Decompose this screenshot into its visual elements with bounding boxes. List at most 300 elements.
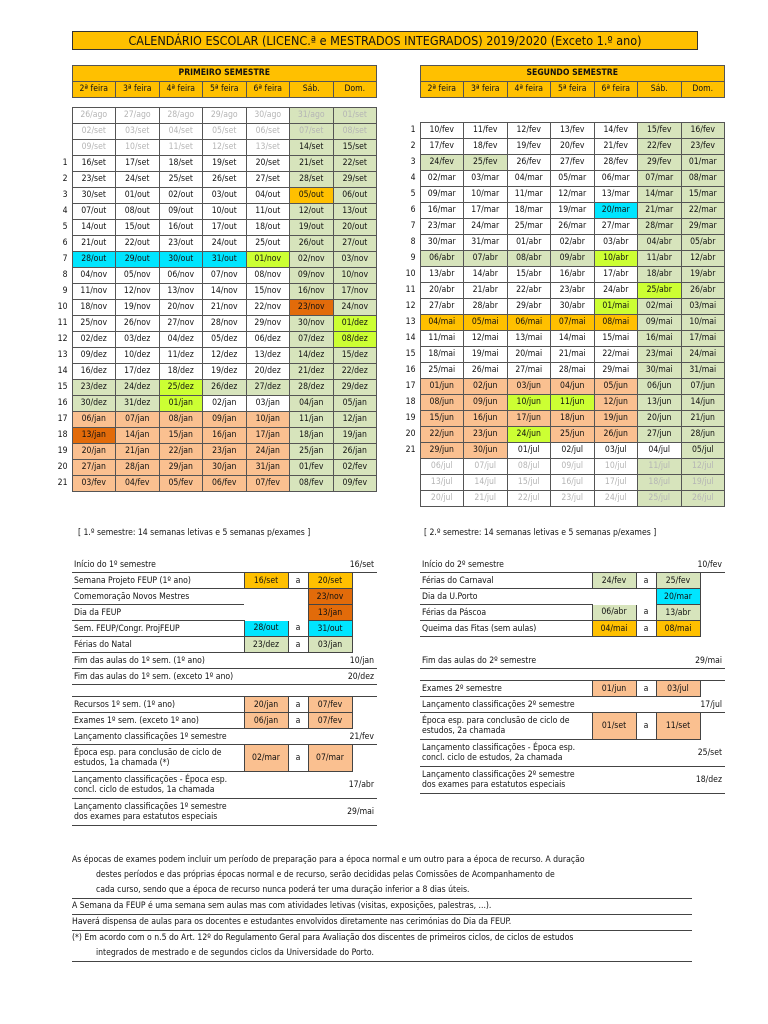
second-semester-note: [ 2.º semestre: 14 semanas letivas e 5 semanas p/exames ] xyxy=(424,528,657,538)
week-number: 7 xyxy=(62,254,68,264)
first-semester-note: [ 1.º semestre: 14 semanas letivas e 5 semanas p/exames ] xyxy=(78,528,311,538)
event-empty xyxy=(636,589,656,605)
calendar-day-cell: 13/fev xyxy=(551,123,595,139)
calendar-week-row xyxy=(55,428,377,444)
event-start-date: 02/mar xyxy=(244,745,288,772)
calendar-day-cell: 19/jul xyxy=(681,475,725,491)
event-row xyxy=(72,713,377,729)
calendar-day-cell xyxy=(507,107,551,123)
calendar-week-row xyxy=(55,188,377,204)
calendar-week-row xyxy=(403,251,725,267)
calendar-day-cell: 31/ago xyxy=(290,108,334,124)
calendar-day-cell: 16/jul xyxy=(551,475,595,491)
calendar-week-row xyxy=(403,363,725,379)
calendar-day-cell: 11/jan xyxy=(290,412,334,428)
event-label: Época esp. para conclusão de ciclo de estudos, 2a chamada xyxy=(420,713,592,740)
week-number xyxy=(55,140,72,156)
calendar-day-cell: 28/fev xyxy=(594,155,638,171)
calendar-day-cell: 29/out xyxy=(116,252,160,268)
event-label: Início do 1º semestre xyxy=(72,557,244,573)
calendar-day-cell: 06/jul xyxy=(420,459,464,475)
calendar-day-cell: 03/abr xyxy=(594,235,638,251)
calendar-day-cell: 01/abr xyxy=(507,235,551,251)
weekday-header-row xyxy=(55,82,377,98)
footer-line: As épocas de exames podem incluir um período de preparação para a época normal e um outro para a época de recurso. A duração xyxy=(72,855,585,865)
calendar-day-cell: 19/mai xyxy=(464,347,508,363)
calendar-day-cell: 11/nov xyxy=(72,284,116,300)
calendar-day-cell: 02/jan xyxy=(203,396,247,412)
calendar-week-row xyxy=(403,155,725,171)
calendar-day-cell: 03/jan xyxy=(246,396,290,412)
week-number xyxy=(403,491,420,507)
calendar-day-cell: 10/nov xyxy=(333,268,377,284)
calendar-day-cell: 13/jun xyxy=(638,395,682,411)
calendar-day-cell: 25/jan xyxy=(290,444,334,460)
event-label: Dia da FEUP xyxy=(72,605,244,621)
calendar-day-cell: 17/out xyxy=(203,220,247,236)
calendar-week-row xyxy=(55,332,377,348)
calendar-day-cell: 28/jan xyxy=(116,460,160,476)
calendar-day-cell: 29/mai xyxy=(594,363,638,379)
calendar-day-cell: 06/abr xyxy=(420,251,464,267)
event-start-date: 01/jun xyxy=(592,681,636,697)
calendar-day-cell: 21/jul xyxy=(464,491,508,507)
week-number: 3 xyxy=(410,157,416,167)
calendar-day-cell: 16/abr xyxy=(551,267,595,283)
event-label: Fim das aulas do 1º sem. (exceto 1º ano) xyxy=(72,669,244,685)
calendar-day-cell: 26/nov xyxy=(116,316,160,332)
calendar-day-cell: 24/nov xyxy=(333,300,377,316)
calendar-day-cell: 24/jan xyxy=(246,444,290,460)
calendar-day-cell: 20/mai xyxy=(507,347,551,363)
week-number: 16 xyxy=(57,398,68,408)
calendar-day-cell: 10/jun xyxy=(507,395,551,411)
calendar-week-row xyxy=(55,396,377,412)
calendar-day-cell: 25/jul xyxy=(638,491,682,507)
calendar-day-cell: 02/dez xyxy=(72,332,116,348)
calendar-day-cell: 06/jan xyxy=(72,412,116,428)
calendar-week-row xyxy=(403,315,725,331)
event-label: Lançamento classificações - Época esp. concl. ciclo de estudos, 2a chamada xyxy=(420,740,592,767)
calendar-day-cell: 11/fev xyxy=(464,123,508,139)
header-gap-row xyxy=(403,98,725,108)
calendar-day-cell: 03/set xyxy=(116,124,160,140)
calendar-day-cell: 20/abr xyxy=(420,283,464,299)
event-label: Fim das aulas do 2º semestre xyxy=(420,653,592,669)
event-end-date: 07/mar xyxy=(308,745,352,772)
calendar-day-cell: 28/mai xyxy=(551,363,595,379)
calendar-day-cell: 12/dez xyxy=(203,348,247,364)
week-number: 7 xyxy=(410,221,416,231)
calendar-week-row xyxy=(55,476,377,492)
calendar-day-cell: 19/nov xyxy=(116,300,160,316)
calendar-day-cell: 31/dez xyxy=(116,396,160,412)
weekday-header: 5ª feira xyxy=(551,82,595,98)
calendar-day-cell: 09/jan xyxy=(203,412,247,428)
week-number: 19 xyxy=(405,413,416,423)
weekday-header: Dom. xyxy=(681,82,725,98)
week-spacer xyxy=(403,82,420,98)
calendar-day-cell: 06/nov xyxy=(159,268,203,284)
event-row xyxy=(72,697,377,713)
event-row xyxy=(420,589,725,605)
calendar-day-cell: 12/out xyxy=(290,204,334,220)
calendar-day-cell: 12/fev xyxy=(507,123,551,139)
calendar-day-cell: 29/dez xyxy=(333,380,377,396)
event-end-date: 31/out xyxy=(308,621,352,637)
calendar-day-cell: 11/abr xyxy=(638,251,682,267)
calendar-day-cell: 25/mar xyxy=(507,219,551,235)
event-date: 21/fev xyxy=(244,729,377,745)
event-range-separator: a xyxy=(636,681,656,697)
event-range-separator: a xyxy=(288,745,308,772)
calendar-day-cell: 26/dez xyxy=(203,380,247,396)
calendar-day-cell: 17/mar xyxy=(464,203,508,219)
event-blank-row xyxy=(420,637,725,654)
calendar-day-cell: 03/dez xyxy=(116,332,160,348)
event-empty xyxy=(700,605,725,621)
calendar-day-cell: 04/set xyxy=(159,124,203,140)
event-row xyxy=(72,669,377,685)
calendar-day-cell xyxy=(420,107,464,123)
calendar-day-cell: 11/set xyxy=(159,140,203,156)
week-number: 13 xyxy=(405,317,416,327)
calendar-day-cell: 13/jan xyxy=(72,428,116,444)
calendar-day-cell: 01/fev xyxy=(290,460,334,476)
calendar-day-cell: 14/mai xyxy=(551,331,595,347)
calendar-day-cell: 09/out xyxy=(159,204,203,220)
calendar-day-cell: 04/out xyxy=(246,188,290,204)
calendar-day-cell: 19/mar xyxy=(551,203,595,219)
calendar-week-row xyxy=(403,123,725,139)
calendar-day-cell: 13/mar xyxy=(594,187,638,203)
calendar-day-cell: 05/dez xyxy=(203,332,247,348)
event-label: Época esp. para conclusão de ciclo de estudos, 1a chamada (*) xyxy=(72,745,244,772)
event-end-date: 25/fev xyxy=(656,573,700,589)
calendar-day-cell: 24/fev xyxy=(420,155,464,171)
calendar-day-cell: 11/jul xyxy=(638,459,682,475)
calendar-day-cell: 16/jan xyxy=(203,428,247,444)
event-range-separator: a xyxy=(636,573,656,589)
week-number: 9 xyxy=(62,286,68,296)
footer-notes xyxy=(72,853,692,962)
calendar-day-cell: 24/out xyxy=(203,236,247,252)
event-row xyxy=(420,681,725,697)
calendar-day-cell: 04/abr xyxy=(638,235,682,251)
footer-paragraph xyxy=(72,931,692,962)
footer-line: A Semana da FEUP é uma semana sem aulas mas com atividades letivas (visitas, exposições, palestras, ...). xyxy=(72,901,492,911)
calendar-day-cell: 23/abr xyxy=(551,283,595,299)
event-row xyxy=(72,557,377,573)
event-label: Exames 2º semestre xyxy=(420,681,592,697)
calendar-day-cell: 22/mai xyxy=(594,347,638,363)
calendar-day-cell: 07/jan xyxy=(116,412,160,428)
event-end-date: 03/jul xyxy=(656,681,700,697)
event-label: Dia da U.Porto xyxy=(420,589,592,605)
calendar-day-cell: 19/fev xyxy=(507,139,551,155)
calendar-day-cell: 09/mai xyxy=(638,315,682,331)
calendar-week-row xyxy=(403,427,725,443)
calendar-day-cell: 14/fev xyxy=(594,123,638,139)
calendar-day-cell: 05/fev xyxy=(159,476,203,492)
calendar-day-cell: 26/fev xyxy=(507,155,551,171)
calendar-day-cell: 27/jan xyxy=(72,460,116,476)
calendar-week-row xyxy=(55,444,377,460)
calendar-day-cell: 23/set xyxy=(72,172,116,188)
event-range-separator: a xyxy=(288,621,308,637)
event-row xyxy=(72,605,377,621)
footer-line: cada curso, sendo que a época de recurso nunca poderá ter uma duração inferior a 8 dias úteis. xyxy=(96,885,470,895)
calendar-day-cell: 14/jan xyxy=(116,428,160,444)
calendar-day-cell: 18/mai xyxy=(420,347,464,363)
calendar-day-cell: 02/fev xyxy=(333,460,377,476)
event-date: 29/mai xyxy=(244,799,377,826)
calendar-day-cell: 07/set xyxy=(290,124,334,140)
calendar-day-cell: 29/abr xyxy=(507,299,551,315)
calendar-day-cell: 09/jun xyxy=(464,395,508,411)
calendar-day-cell: 05/jan xyxy=(333,396,377,412)
week-number: 10 xyxy=(405,269,416,279)
event-label: Férias da Páscoa xyxy=(420,605,592,621)
weekday-header-row xyxy=(403,82,725,98)
event-row xyxy=(420,557,725,573)
calendar-day-cell: 12/nov xyxy=(116,284,160,300)
calendar-day-cell: 18/jan xyxy=(290,428,334,444)
calendar-day-cell: 20/set xyxy=(246,156,290,172)
calendar-day-cell: 01/jul xyxy=(507,443,551,459)
event-row xyxy=(72,589,377,605)
calendar-day-cell: 10/set xyxy=(116,140,160,156)
calendar-week-row xyxy=(55,460,377,476)
event-end-date: 11/set xyxy=(656,713,700,740)
footer-line: (*) Em acordo com o n.5 do Art. 12º do Regulamento Geral para Avaliação dos discentes de primeiros ciclos, de ciclos de estudos xyxy=(72,933,574,943)
week-number: 14 xyxy=(405,333,416,343)
calendar-day-cell: 17/jun xyxy=(507,411,551,427)
week-number xyxy=(55,124,72,140)
calendar-day-cell: 15/fev xyxy=(638,123,682,139)
calendar-week-row xyxy=(55,236,377,252)
calendar-day-cell: 28/ago xyxy=(159,108,203,124)
calendar-day-cell: 06/set xyxy=(246,124,290,140)
calendar-day-cell xyxy=(638,107,682,123)
calendar-day-cell: 23/nov xyxy=(290,300,334,316)
calendar-day-cell: 02/mar xyxy=(420,171,464,187)
calendar-day-cell: 21/fev xyxy=(594,139,638,155)
event-range-separator: a xyxy=(288,697,308,713)
event-start-date: 23/dez xyxy=(244,637,288,653)
calendar-day-cell xyxy=(594,107,638,123)
event-empty xyxy=(700,589,725,605)
event-empty xyxy=(352,745,377,772)
calendar-day-cell: 05/mai xyxy=(464,315,508,331)
calendar-day-cell: 08/jun xyxy=(420,395,464,411)
calendar-day-cell: 22/dez xyxy=(333,364,377,380)
calendar-day-cell: 22/jul xyxy=(507,491,551,507)
calendar-day-cell: 25/nov xyxy=(72,316,116,332)
calendar-day-cell: 14/dez xyxy=(290,348,334,364)
calendar-day-cell: 04/mai xyxy=(420,315,464,331)
calendar-day-cell: 30/jan xyxy=(203,460,247,476)
week-number xyxy=(55,108,72,124)
calendar-day-cell: 14/out xyxy=(72,220,116,236)
event-label: Fim das aulas do 1º sem. (1º ano) xyxy=(72,653,244,669)
second-semester-events xyxy=(420,557,725,794)
calendar-day-cell: 10/mai xyxy=(681,315,725,331)
calendar-week-row xyxy=(55,268,377,284)
calendar-week-row xyxy=(403,443,725,459)
event-start-date: 20/jan xyxy=(244,697,288,713)
calendar-day-cell: 26/out xyxy=(290,236,334,252)
calendar-day-cell: 05/out xyxy=(290,188,334,204)
calendar-day-cell: 25/set xyxy=(159,172,203,188)
week-number: 9 xyxy=(410,253,416,263)
week-number: 15 xyxy=(405,349,416,359)
weekday-header: 6ª feira xyxy=(594,82,638,98)
calendar-week-row xyxy=(55,380,377,396)
calendar-day-cell: 05/set xyxy=(203,124,247,140)
event-row xyxy=(72,653,377,669)
calendar-day-cell: 11/mai xyxy=(420,331,464,347)
calendar-day-cell: 23/jun xyxy=(464,427,508,443)
calendar-day-cell: 18/jun xyxy=(551,411,595,427)
calendar-day-cell: 09/set xyxy=(72,140,116,156)
calendar-day-cell: 06/dez xyxy=(246,332,290,348)
calendar-day-cell: 26/jun xyxy=(594,427,638,443)
calendar-day-cell: 03/mar xyxy=(464,171,508,187)
calendar-day-cell: 02/abr xyxy=(551,235,595,251)
event-spacer-row xyxy=(72,685,377,697)
week-number xyxy=(403,459,420,475)
calendar-day-cell: 22/jun xyxy=(420,427,464,443)
event-date: 18/dez xyxy=(592,767,725,794)
event-label: Lançamento classificações 2º semestre dos exames para estatutos especiais xyxy=(420,767,592,794)
calendar-day-cell: 01/dez xyxy=(333,316,377,332)
calendar-day-cell: 08/abr xyxy=(507,251,551,267)
calendar-day-cell: 01/set xyxy=(333,108,377,124)
weekday-header: 2ª feira xyxy=(420,82,464,98)
calendar-day-cell: 12/jan xyxy=(333,412,377,428)
calendar-day-cell: 30/set xyxy=(72,188,116,204)
week-number: 11 xyxy=(405,285,416,295)
event-range-separator: a xyxy=(288,713,308,729)
week-number: 14 xyxy=(57,366,68,376)
week-number: 12 xyxy=(405,301,416,311)
calendar-day-cell: 30/out xyxy=(159,252,203,268)
calendar-day-cell: 24/jul xyxy=(594,491,638,507)
calendar-day-cell: 15/abr xyxy=(507,267,551,283)
weekday-header: Dom. xyxy=(333,82,377,98)
footer-line: Haverá dispensa de aulas para os docentes e estudantes envolvidos diretamente nas cerimónias do Dia da FEUP. xyxy=(72,917,512,927)
calendar-day-cell: 18/abr xyxy=(638,267,682,283)
calendar-day-cell: 05/jul xyxy=(681,443,725,459)
calendar-day-cell: 21/nov xyxy=(203,300,247,316)
calendar-day-cell: 20/out xyxy=(333,220,377,236)
calendar-day-cell: 14/nov xyxy=(203,284,247,300)
week-number: 10 xyxy=(57,302,68,312)
calendar-day-cell: 02/jun xyxy=(464,379,508,395)
calendar-day-cell: 09/dez xyxy=(72,348,116,364)
week-spacer xyxy=(403,66,420,82)
calendar-day-cell: 21/out xyxy=(72,236,116,252)
calendar-day-cell: 15/nov xyxy=(246,284,290,300)
calendar-day-cell: 15/out xyxy=(116,220,160,236)
event-row xyxy=(72,799,377,826)
calendar-day-cell: 23/jul xyxy=(551,491,595,507)
calendar-day-cell: 13/set xyxy=(246,140,290,156)
calendar-day-cell: 08/jul xyxy=(507,459,551,475)
calendar-week-row xyxy=(403,171,725,187)
calendar-day-cell: 16/nov xyxy=(290,284,334,300)
calendar-day-cell: 16/mai xyxy=(638,331,682,347)
calendar-day-cell: 27/mai xyxy=(507,363,551,379)
calendar-day-cell: 16/mar xyxy=(420,203,464,219)
calendar-day-cell: 17/nov xyxy=(333,284,377,300)
event-empty xyxy=(352,697,377,713)
calendar-day-cell: 02/set xyxy=(72,124,116,140)
calendar-day-cell: 26/jul xyxy=(681,491,725,507)
calendar-day-cell: 15/set xyxy=(333,140,377,156)
calendar-day-cell: 04/dez xyxy=(159,332,203,348)
calendar-week-row xyxy=(403,203,725,219)
calendar-week-row xyxy=(55,316,377,332)
calendar-day-cell: 21/dez xyxy=(290,364,334,380)
week-number: 4 xyxy=(62,206,68,216)
calendar-week-row xyxy=(403,107,725,123)
event-start-date: 06/abr xyxy=(592,605,636,621)
calendar-week-row xyxy=(55,140,377,156)
calendar-day-cell: 25/out xyxy=(246,236,290,252)
second-semester-calendar xyxy=(403,65,725,507)
calendar-day-cell: 27/nov xyxy=(159,316,203,332)
calendar-week-row xyxy=(55,124,377,140)
calendar-day-cell: 12/mai xyxy=(464,331,508,347)
event-end-date: 08/mai xyxy=(656,621,700,637)
calendar-day-cell: 31/out xyxy=(203,252,247,268)
event-row xyxy=(72,745,377,772)
event-label: Férias do Natal xyxy=(72,637,244,653)
calendar-day-cell: 11/dez xyxy=(159,348,203,364)
event-row xyxy=(72,621,377,637)
weekday-header: 4ª feira xyxy=(159,82,203,98)
header-gap-row xyxy=(55,98,377,108)
calendar-day-cell: 12/jun xyxy=(594,395,638,411)
calendar-day-cell: 08/jan xyxy=(159,412,203,428)
calendar-week-row xyxy=(55,412,377,428)
calendar-day-cell: 07/fev xyxy=(246,476,290,492)
semester-heading: PRIMEIRO SEMESTRE xyxy=(72,66,377,82)
calendar-day-cell: 02/nov xyxy=(290,252,334,268)
calendar-day-cell: 10/abr xyxy=(594,251,638,267)
calendar-day-cell: 17/jan xyxy=(246,428,290,444)
calendar-day-cell: 22/out xyxy=(116,236,160,252)
calendar-day-cell: 16/out xyxy=(159,220,203,236)
calendar-day-cell: 25/abr xyxy=(638,283,682,299)
calendar-day-cell: 26/abr xyxy=(681,283,725,299)
calendar-day-cell: 10/dez xyxy=(116,348,160,364)
event-empty xyxy=(244,589,288,605)
event-row xyxy=(420,605,725,621)
event-date: 10/jan xyxy=(244,653,377,669)
calendar-day-cell: 30/mai xyxy=(638,363,682,379)
calendar-day-cell: 30/dez xyxy=(72,396,116,412)
event-empty xyxy=(592,589,636,605)
event-end-date: 20/set xyxy=(308,573,352,589)
calendar-day-cell: 15/mai xyxy=(594,331,638,347)
calendar-day-cell: 20/jan xyxy=(72,444,116,460)
footer-line: integrados de mestrado e de segundos ciclos da Universidade do Porto. xyxy=(96,948,374,958)
event-end-date: 13/jan xyxy=(308,605,352,621)
calendar-day-cell: 17/dez xyxy=(116,364,160,380)
